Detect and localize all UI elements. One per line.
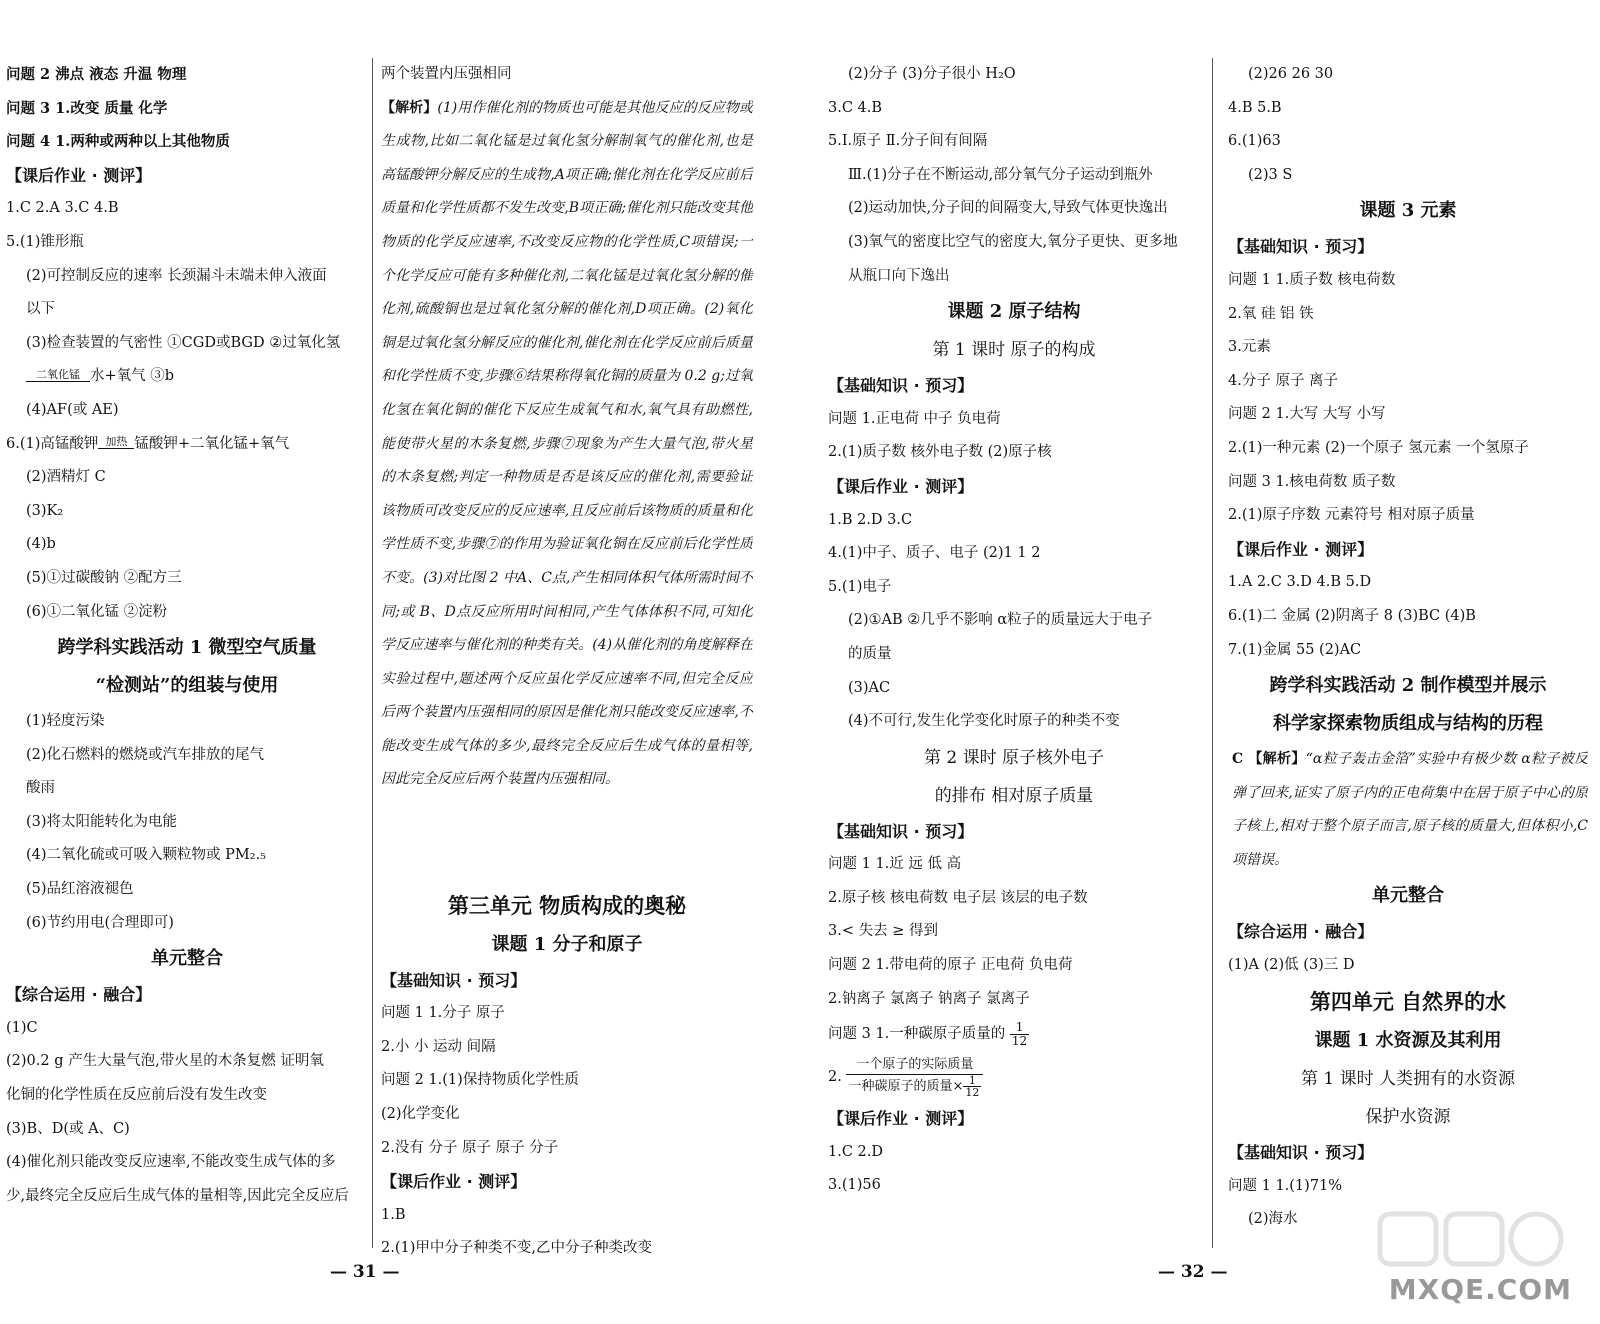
activity-title: 跨学科实践活动 2 制作模型并展示 (1269, 675, 1547, 697)
answer-line: 1.B (381, 1206, 406, 1223)
answer-line: 从瓶口向下逸出 (848, 267, 950, 284)
answer-line: (2)海水 (1248, 1211, 1298, 1228)
equation-line (6, 428, 368, 462)
column-2 (381, 58, 753, 1266)
answer-line: 1.C 2.D (828, 1143, 883, 1160)
section-heading: 【综合运用 · 融合】 (1228, 922, 1374, 942)
answer-line: (2)酒精灯 C (26, 469, 106, 486)
column-4 (1228, 58, 1588, 1237)
answer-line: 2.钠离子 氯离子 钠离子 氯离子 (828, 990, 1030, 1007)
formula-prefix: 2. (828, 1069, 842, 1086)
page-number-right: — 32 — (1158, 1262, 1228, 1282)
fraction-denominator (846, 1075, 983, 1098)
answer-line: 5.Ⅰ.原子 Ⅱ.分子间有间隔 (828, 133, 988, 150)
sub-title: 第 1 课时 人类拥有的水资源 (1300, 1069, 1516, 1090)
section-heading: 【基础知识 · 预习】 (828, 821, 974, 841)
answer-line: (2)运动加快,分子间的间隔变大,导致气体更快逸出 (848, 200, 1168, 217)
answer-line: 2.小 小 运动 间隔 (381, 1038, 496, 1055)
answer-line: 2.没有 分子 原子 原子 分子 (381, 1139, 559, 1156)
answer-line: 问题 4 1.两种或两种以上其他物质 (6, 133, 230, 151)
explanation-text: (1)用作催化剂的物质也可能是其他反应的反应物或生成物,比如二氧化锰是过氧化氢分解制氧气的催化剂,也是高锰酸钾分解反应的生成物,A项正确;催化剂在化学反应前后质量和化学性质都不发生改变,B项正确;催化剂只能改变其他物质的化学反应速率,不改变反应物的化学性质,C项错误;一个化学反应可能有多种催化剂,二氧化锰是过氧化氢分解的催化剂,硫酸铜也是过氧化氢分解的催化剂,D项正确。(2)氧化铜是过氧化氢分解反应的催化剂,催化剂在化学反应前后质量和化学性质不变,步骤⑥结果称得氧化铜的质量为 0.2 g;过氧化氢在氧化铜的催化下反应生成氧气和水,氧气具有助燃性,能使带火星的木条复燃,步骤⑦现象为产生大量气泡,带火星的木条复燃;判定一种物质是否是该反应的催化剂,需要验证该物质可改变反应的反应速率,且反应前后该物质的质量和化学性质不变,步骤⑦的作用为验证氧化铜在反应前后化学性质不变。(3)对比图 2 中A、C点,产生相同体积气体所需时间不同;或 B、D点反应所用时间相同,产生气体体积不同,可知化学反应速率与催化剂的种类有关。(4)从催化剂的角度解释在实验过程中,题述两个反应虽化学反应速率不同,但完全反应后两个装置内压强相同的原因是催化剂只能改变反应速率,不能改变生成气体的多少,最终完全反应后生成气体的量相等,因此完全反应后两个装置内压强相同。 (381, 99, 753, 788)
answer-line: Ⅲ.(1)分子在不断运动,部分氧气分子运动到瓶外 (848, 166, 1153, 183)
answer-line: (6)①二氧化锰 ②淀粉 (26, 603, 168, 620)
fraction (963, 1075, 981, 1098)
explanation-label: C 【解析】 (1232, 751, 1306, 768)
answer-line: 问题 2 1.带电荷的原子 正电荷 负电荷 (828, 957, 1073, 974)
lesson-title: 课题 1 水资源及其利用 (1314, 1030, 1502, 1052)
lesson-title: 课题 1 分子和原子 (491, 933, 643, 955)
sub-title: 的排布 相对原子质量 (934, 785, 1094, 806)
section-heading: 【课后作业 · 测评】 (6, 165, 152, 185)
answer-line: 4.B 5.B (1228, 99, 1282, 116)
answer-line: (2)26 26 30 (1248, 66, 1334, 82)
answer-line: 问题 2 1.(1)保持物质化学性质 (381, 1072, 579, 1089)
formula-line (828, 1016, 1200, 1052)
equation-line (6, 360, 368, 394)
answer-line: 3.(1)56 (828, 1177, 881, 1194)
sub-title: 第 2 课时 原子核外电子 (923, 747, 1105, 768)
fraction-denominator: 12 (965, 1086, 980, 1100)
answer-line: (2)分子 (3)分子很小 H₂O (848, 66, 1016, 82)
explanation-label: 【解析】 (381, 99, 438, 116)
answer-line: (1)A (2)低 (3)三 D (1228, 956, 1355, 973)
section-heading: 【课后作业 · 测评】 (1228, 539, 1374, 559)
answer-line: 以下 (26, 301, 55, 318)
answer-line: 的质量 (848, 645, 892, 662)
answer-line: (3)检查装置的气密性 ①CGD或BGD ②过氧化氢 (26, 334, 341, 351)
answer-line: 化铜的化学性质在反应前后没有发生改变 (6, 1087, 267, 1104)
column-1 (6, 58, 368, 1213)
column-3 (828, 58, 1200, 1203)
arrow-condition: 二氧化锰 (36, 367, 80, 381)
section-heading: 【基础知识 · 预习】 (381, 970, 527, 990)
answer-line: 问题 2 沸点 液态 升温 物理 (6, 66, 187, 83)
sub-title: 第 1 课时 原子的构成 (932, 340, 1096, 361)
answer-line: 5.(1)锥形瓶 (6, 233, 84, 250)
section-heading: 【课后作业 · 测评】 (828, 476, 974, 496)
equation-text: 6.(1)高锰酸钾 (6, 435, 99, 452)
activity-title: 跨学科实践活动 1 微型空气质量 (57, 637, 317, 659)
unit-title: 第四单元 自然界的水 (1309, 989, 1507, 1015)
answer-line: (4)催化剂只能改变反应速率,不能改变生成气体的多 (6, 1154, 336, 1171)
formula-line (828, 1052, 1200, 1102)
answer-line: 6.(1)二 金属 (2)阴离子 8 (3)BC (4)B (1228, 607, 1476, 624)
fraction-denominator: 12 (1011, 1033, 1028, 1048)
section-heading: 【课后作业 · 测评】 (381, 1172, 527, 1192)
section-title: 单元整合 (151, 948, 223, 970)
fraction-text: 一种碳原子的质量× (848, 1079, 964, 1095)
answer-line: 2.(1)原子序数 元素符号 相对原子质量 (1228, 507, 1475, 524)
answer-line: 两个装置内压强相同 (381, 66, 512, 82)
lesson-title: 课题 3 元素 (1359, 200, 1457, 222)
answer-line: 问题 3 1.改变 质量 化学 (6, 99, 168, 117)
answer-line: 问题 1.正电荷 中子 负电荷 (828, 410, 1001, 427)
answer-line: (3)B、D(或 A、C) (6, 1120, 130, 1137)
answer-line: (3)K₂ (26, 502, 64, 519)
activity-title: 科学家探索物质组成与结构的历程 (1273, 713, 1543, 735)
answer-line: (2)①AB ②几乎不影响 α粒子的质量远大于电子 (848, 612, 1153, 629)
answer-line: (4)b (26, 536, 56, 553)
unit-title: 第三单元 物质构成的奥秘 (447, 892, 687, 918)
watermark-text: MXQE.COM (1388, 1273, 1572, 1306)
answer-line: (4)二氧化硫或可吸入颗粒物或 PM₂.₅ (26, 847, 266, 864)
section-heading: 【综合运用 · 融合】 (6, 985, 152, 1005)
answer-line: (4)AF(或 AE) (26, 401, 119, 418)
answer-line: 2.(1)甲中分子种类不变,乙中分子种类改变 (381, 1240, 652, 1257)
answer-line: 1.A 2.C 3.D 4.B 5.D (1228, 574, 1372, 591)
answer-line: 少,最终完全反应后生成气体的量相等,因此完全反应后 (6, 1187, 349, 1204)
explanation-paragraph (1228, 743, 1588, 877)
section-heading: 【基础知识 · 预习】 (828, 376, 974, 396)
answer-line: 4.(1)中子、质子、电子 (2)1 1 2 (828, 545, 1041, 562)
answer-line: 问题 2 1.大写 大写 小写 (1228, 406, 1386, 423)
page-number-left: — 31 — (330, 1262, 400, 1282)
answer-line: 7.(1)金属 55 (2)AC (1228, 641, 1362, 658)
answer-line: 2.(1)质子数 核外电子数 (2)原子核 (828, 444, 1052, 461)
section-heading: 【课后作业 · 测评】 (828, 1109, 974, 1129)
equation-text: 水+氧气 ③b (90, 368, 175, 385)
answer-line: (3)AC (848, 679, 891, 696)
answer-line: (1)C (6, 1019, 38, 1036)
answer-line: 2.氧 硅 铝 铁 (1228, 305, 1314, 322)
answer-line: (2)可控制反应的速率 长颈漏斗末端未伸入液面 (26, 267, 327, 284)
formula-text: 问题 3 1.一种碳原子质量的 (828, 1026, 1006, 1043)
answer-line: (2)3 S (1248, 166, 1293, 183)
answer-line: 3.元素 (1228, 339, 1271, 356)
answer-line: 5.(1)电子 (828, 578, 892, 595)
section-heading: 【基础知识 · 预习】 (1228, 237, 1374, 257)
arrow-condition: 加热 (105, 435, 128, 449)
equation-text: 锰酸钾+二氧化锰+氧气 (134, 435, 290, 452)
answer-line: 2.(1)一种元素 (2)一个原子 氢元素 一个氢原子 (1228, 439, 1529, 456)
answer-line: 3.C 4.B (828, 99, 883, 116)
explanation-paragraph (381, 92, 753, 886)
answer-line: 6.(1)63 (1228, 133, 1281, 150)
section-heading: 【基础知识 · 预习】 (1228, 1143, 1374, 1163)
answer-line: (5)品红溶液褪色 (26, 881, 134, 898)
explanation-text: “α粒子轰击金箔”实验中有极少数 α粒子被反弹了回来,证实了原子内的正电荷集中在居于原子中心的原子核上,相对于整个原子而言,原子核的质量大,但体积小,C项错误。 (1232, 751, 1588, 868)
answer-line: (4)不可行,发生化学变化时原子的种类不变 (848, 713, 1120, 730)
answer-line: 问题 1 1.(1)71% (1228, 1177, 1343, 1194)
section-title: 单元整合 (1372, 885, 1444, 907)
fraction-numerator: 1 (963, 1075, 981, 1087)
answer-line: 4.分子 原子 离子 (1228, 372, 1339, 389)
answer-line: (5)①过碳酸钠 ②配方三 (26, 569, 182, 586)
answer-line: (2)0.2 g 产生大量气泡,带火星的木条复燃 证明氧 (6, 1053, 324, 1070)
answer-line: 1.B 2.D 3.C (828, 511, 913, 528)
answer-line: 1.C 2.A 3.C 4.B (6, 200, 119, 217)
answer-line: 问题 3 1.核电荷数 质子数 (1228, 473, 1396, 490)
reaction-arrow (98, 436, 134, 451)
answer-line: 问题 1 1.近 远 低 高 (828, 856, 962, 873)
answer-line: (3)将太阳能转化为电能 (26, 813, 178, 830)
answer-line: 3.< 失去 ≥ 得到 (828, 923, 938, 940)
answer-line: (3)氧气的密度比空气的密度大,氧分子更快、更多地 (848, 233, 1178, 250)
answer-line: 问题 1 1.分子 原子 (381, 1005, 505, 1022)
answer-line: (2)化学变化 (381, 1105, 460, 1122)
reaction-arrow (26, 369, 90, 384)
answer-line: (2)化石燃料的燃烧或汽车排放的尾气 (26, 746, 265, 763)
answer-line: (1)轻度污染 (26, 713, 105, 730)
fraction-numerator: 一个原子的实际质量 (846, 1056, 983, 1075)
fraction-numerator: 1 (1010, 1021, 1029, 1035)
answer-line: 2.原子核 核电荷数 电子层 该层的电子数 (828, 889, 1088, 906)
column-divider (1212, 58, 1213, 1248)
lesson-title: 课题 2 原子结构 (947, 301, 1081, 323)
sub-title: 保护水资源 (1365, 1107, 1451, 1128)
answer-line: 酸雨 (26, 780, 55, 797)
column-divider (372, 58, 373, 1248)
answer-line: (6)节约用电(合理即可) (26, 914, 174, 931)
fraction (1010, 1021, 1029, 1048)
activity-title: “检测站”的组装与使用 (95, 675, 279, 697)
answer-line: 问题 1 1.质子数 核电荷数 (1228, 271, 1396, 288)
fraction (846, 1056, 983, 1098)
